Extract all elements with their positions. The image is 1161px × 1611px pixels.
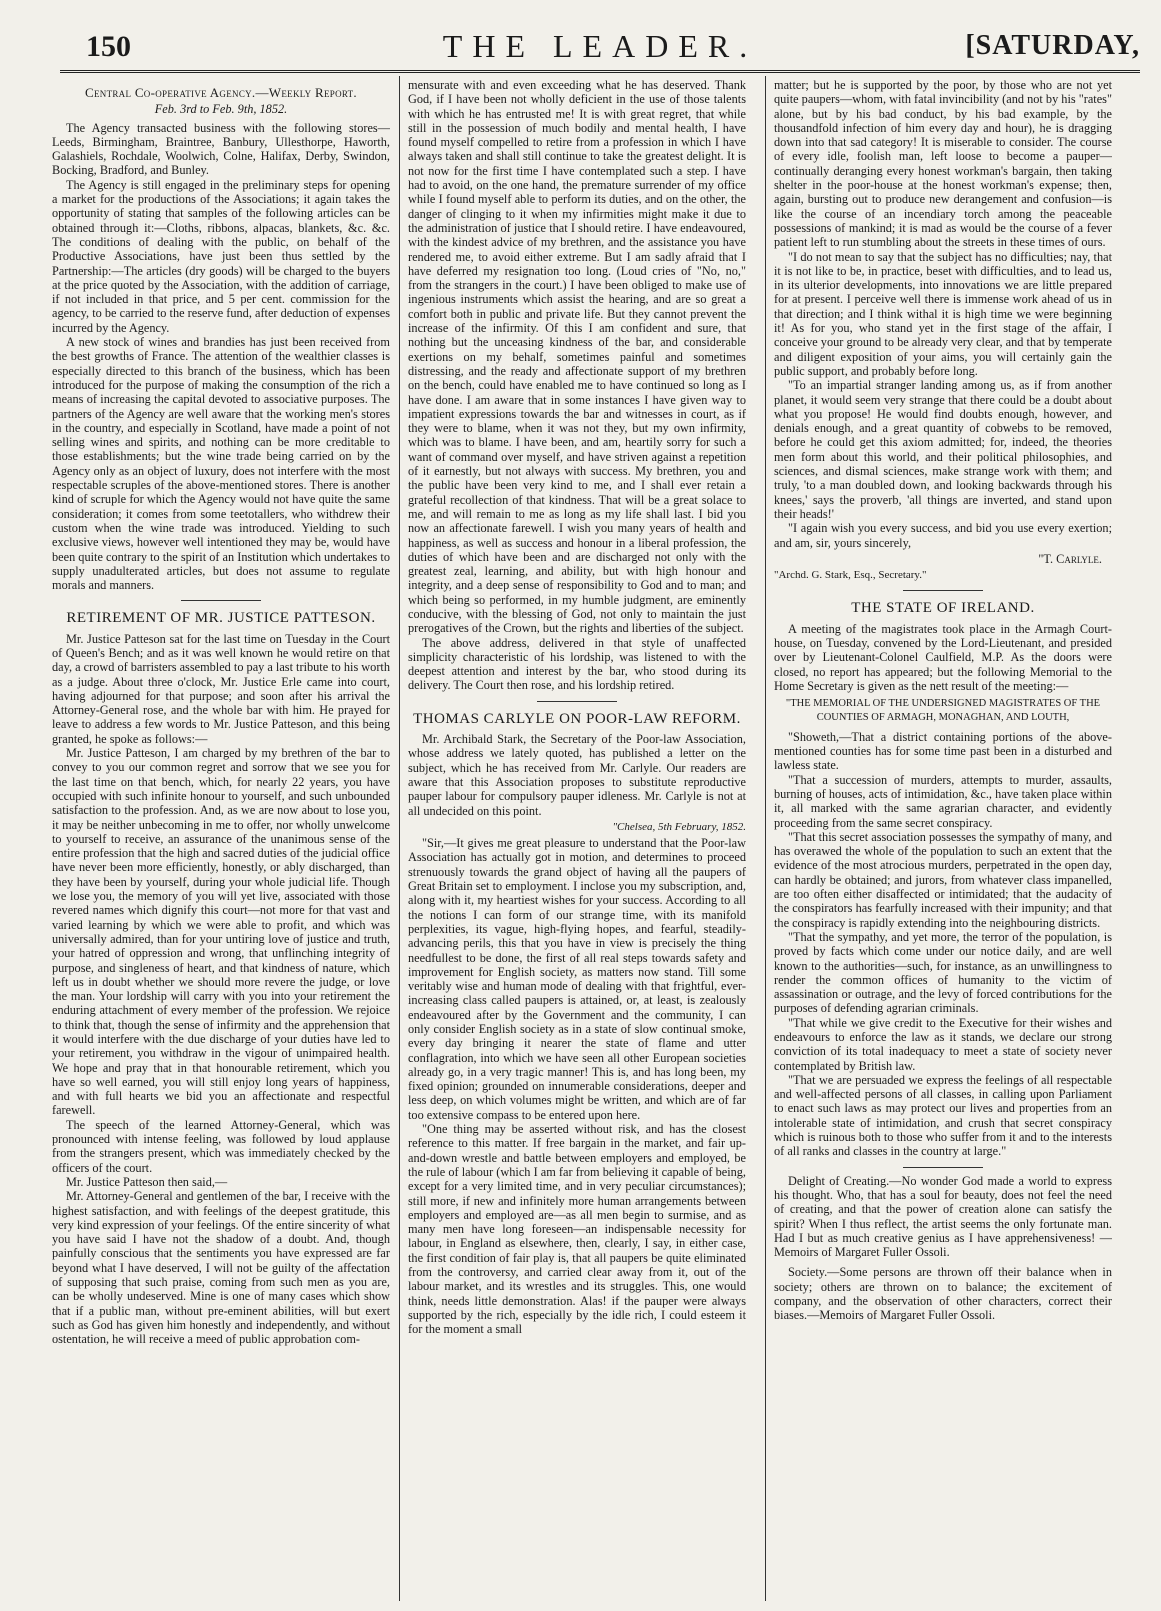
paragraph: "Sir,—It gives me great pleasure to understand that the Poor-law Association has actually got in motion, and determines to proceed strenuously towards the grand object of having all the paupers of Great Britain set to employment. I inclose you my subscription, and, along with it, my heartiest wishes for your success. According to all the notions I can form of our strange time, with its manifold perplexities, its vague, high-flying hopes, and fearful, steadily-advancing perils, this that you have in view is precisely the thing needfullest to be done, the first of all real steps towards safety and improvement for English society, as matters now stand. Till some veritably wise and human mode of dealing with that frightful, ever-increasing class called paupers is attained, or, at least, is zealously endeavoured after by the Government and the community, I can only consider English society as in a state of slow continual smoke, every day bringing it nearer the state of flame and utter conflagration, into which we have seen all other European societies already go, in a very tragic manner! This is, and has long been, my fixed opinion; grounded on innumerable considerations, deeper and less deep, on which volumes might be written, and which are of far too extensive compass to be entered upon here.: [408, 836, 746, 1122]
paragraph: "One thing may be asserted without risk, and has the closest reference to this matter. If free bargain in the market, and fair up-and-down wrestle and battle between employers and employed, be the rule of labour (which I am far from believing it capable of being, except for a very limited time, and in very peculiar circumstances); still more, if new and infinitely more human arrangements between employers and employed are—as all men begin to surmise, and as many men have long foreseen—an indispensable necessity for labour, in England as elsewhere, then, clearly, I say, in either case, the first condition of fair play is, that all paupers be quite eliminated from the controversy, and carried clear away from it, out of the labour market, and its wrestles and its struggles. This, one would think, needs little demonstration. Alas! if the pauper were always supported by the rich, especially by the idle rich, I could esteem it for the moment a small: [408, 1122, 746, 1337]
column-3: [774, 78, 1112, 1598]
paragraph: Mr. Justice Patteson sat for the last time on Tuesday in the Court of Queen's Bench; and as it was well known he would retire on that day, a crowd of barristers assembled to pay a last tribute to his worth as a judge. About three o'clock, Mr. Justice Erle came into court, having adjourned for that purpose; and soon after his arrival the Attorney-General rose, and the whole bar with him. He prayed for leave to address a few words to Mr. Justice Patteson, and this being granted, he spoke as follows:—: [52, 631, 390, 746]
paragraph: mensurate with and even exceeding what he has deserved. Thank God, if I have been not wholly deficient in the use of those talents with which he has entrusted me! It is with great regret, that while still in the possession of much bodily and mental health, I have found myself compelled to retire from a profession in which I have always taken and shall still continue to take the greatest delight. It is not now for the first time I have contemplated such a step. I have had to avoid, on the one hand, the premature surrender of my office while I found myself able to perform its duties, and on the other, the danger of clinging to it when my infirmities might make it due to the administration of justice that I should retire. I have endeavoured, with the kindest advice of my brethren, and the assistance you have rendered me, to avoid either extreme. But I am sadly afraid that I have deferred my resignation too long. (Loud cries of "No, no," from the strangers in the court.) I have been obliged to make use of ingenious instruments which assist the hearing, and are so great a comfort both in public and private life. But they cannot prevent the increase of the infirmity. Of this I am confident and sure, that nothing but the unceasing kindness of the bar, and considerable exertions on my behalf, sometimes painful and sometimes distressing, and the ready and affectionate support of my brethren on the bench, could have enabled me to have continued so long as I have done. I am aware that in some instances I have given way to impatient expressions towards the bar and witnesses in court, as if they were to blame, when it was not they, but my own infirmity, which was to blame. I have been, and am, heartily sorry for such a want of command over myself, and have striven against a repetition of it earnestly, but not always with success. My brethren, you and the public have been very kind to me, and I shall ever retain a grateful recollection of that kindness. That will be a great solace to me, and will remain to me as long as my life shall last. I bid you now an affectionate farewell. I wish you many years of health and happiness, as well as success and honour in a liberal profession, the duties of which have been and are discharged not only with the greatest zeal, learning, and ability, but with high honour and integrity, and a deep sense of responsibility to God and to man; and which being so performed, in my humble judgment, are eminently conducive, with the blessing of God, not only to maintain the just prerogatives of the Crown, but the rights and liberties of the subject.: [408, 78, 746, 636]
page-number: 150: [86, 30, 131, 63]
memorial-heading: "THE MEMORIAL OF THE UNDERSIGNED MAGISTRATES OF THE COUNTIES OF ARMAGH, MONAGHAN, AND LOUTH,: [785, 698, 1101, 724]
paragraph: "That a succession of murders, attempts to murder, assaults, burning of houses, acts of intimidation, &c., have taken place within it, all marked with the same agrarian character, and evidently proceeding from the same secret conspiracy.: [774, 772, 1112, 830]
issue-day: [SATURDAY,: [965, 30, 1140, 61]
paragraph: The Agency is still engaged in the preliminary steps for opening a market for the productions of the Associations; it again takes the opportunity of stating that samples of the following articles can be obtained through it:—Cloths, ribbons, alpacas, blankets, &c. &c. The conditions of dealing with the public, on behalf of the Productive Associations, have just been thus settled by the Partnership:—The articles (dry goods) will be charged to the buyers at the price quoted by the Association, with the addition of carriage, if not included in that price, and 5 per cent. commission for the agency, to be carried to the reserve fund, after deduction of expenses incurred by the Agency.: [52, 177, 390, 335]
paragraph: Mr. Attorney-General and gentlemen of the bar, I receive with the highest satisfaction, and with feelings of the deepest gratitude, this very kind expression of your feelings. Of the entire sincerity of what you have said I have not the shadow of a doubt. And, though painfully conscious that the sentiments you have expressed are far beyond what I have deserved, I will not be guilty of the affectation of supposing that such praise, coming from such men as you are, can be wholly undeserved. Mine is one of many cases which show that if a public man, without pre-eminent abilities, will but exert such as God has given him honestly and independently, and without ostentation, he will receive a meed of public approbation com-: [52, 1189, 390, 1347]
paragraph: "To an impartial stranger landing among us, as if from another planet, it would seem very strange that there could be a doubt about what you propose! He would find doubts enough, however, and denials enough, and a great quantity of cobwebs to be removed, before he could get this axiom admitted; for, indeed, the theories men form about this world, and their political philosophies, and sciences, and dismal sciences, make strange work with them; and truly, 'to a man doubled down, and looking backwards through his knees,' says the proverb, 'all things are inverted, and stand upon their heads!': [774, 378, 1112, 521]
header-rule: [60, 70, 1140, 73]
paragraph: A meeting of the magistrates took place in the Armagh Court-house, on Tuesday, convened by the Lord-Lieutenant, and presided over by Lieutenant-Colonel Caulfield, M.P. As the doors were closed, no report has appeared; but the following Memorial to the Home Secretary is given as the nett result of the meeting:—: [774, 621, 1112, 693]
paragraph: The above address, delivered in that style of unaffected simplicity characteristic of his lordship, was listened to with the deepest attention and interest by the bar, who stood during its delivery. The Court then rose, and his lordship retired.: [408, 635, 746, 693]
letter-date: "Chelsea, 5th February, 1852.: [612, 820, 746, 833]
paragraph: "That the sympathy, and yet more, the terror of the population, is proved by facts which come under our notice daily, and are well known to the authorities—such, for instance, as an unwillingness to render the common offices of humanity to the victim of assassination or outrage, and the levy of forced contributions for the purposes of defending agrarian criminals.: [774, 929, 1112, 1016]
column-1: [52, 78, 390, 1598]
paragraph: "Showeth,—That a district containing portions of the above-mentioned counties has for some time past been in a disturbed and lawless state.: [774, 729, 1112, 773]
article-title-ireland: THE STATE OF IRELAND.: [851, 600, 1035, 617]
paragraph: "That we are persuaded we express the feelings of all respectable and well-affected persons of all classes, in calling upon Parliament to enact such laws as may protect our lives and properties from an intolerable state of intimidation, and crush that secret conspiracy which is ruinous both to those who suffer from it and to the interests of all ranks and classes in the country at large.": [774, 1072, 1112, 1159]
letter-signature: "T. Carlyle.: [1038, 551, 1102, 566]
page-header: [60, 26, 1140, 66]
paragraph: The speech of the learned Attorney-General, which was pronounced with intense feeling, was followed by loud applause from the strangers present, which was immediately checked by the officers of the court.: [52, 1117, 390, 1175]
section-rule: [903, 590, 983, 591]
article-title-coop: Central Co-operative Agency.—Weekly Report.: [85, 85, 357, 100]
article-date: Feb. 3rd to Feb. 9th, 1852.: [154, 102, 288, 117]
paragraph: Delight of Creating.—No wonder God made a world to express his thought. Who, that has a soul for beauty, does not feel the need of creating, and that the power of creation alone can satisfy the spirit? When I thus reflect, the artist seems the only fortunate man. Had I but as much creative genius as I have apprehensiveness! —Memoirs of Margaret Fuller Ossoli.: [774, 1173, 1112, 1260]
paragraph: "I do not mean to say that the subject has no difficulties; nay, that it is not like to be, in practice, beset with difficulties, and to lead us, in its ulterior developments, into innovations we are little prepared for at present. I perceive well there is immense work ahead of us in that direction; and I think withal it is high time we were beginning it! As for you, who stand yet in the first stage of the affair, I conceive your ground to be already very clear, and that by temperate and diligent exposition of your aims, you will certainly gain the public support, and probably before long.: [774, 249, 1112, 378]
masthead-title: THE LEADER.: [442, 28, 758, 64]
column-divider: [399, 76, 400, 1601]
paragraph: The Agency transacted business with the following stores—Leeds, Birmingham, Braintree, Banbury, Ullesthorpe, Haworth, Galashiels, Rochdale, Woolwich, Colne, Halifax, Derby, Swindon, Bocking, Bradford, and Bunley.: [52, 120, 390, 178]
paragraph: matter; but he is supported by the poor, by those who are not yet quite paupers—whom, with fatal invincibility (and not by his "rates" alone, but by his bad conduct, by his bad example, by the thousandfold infection of him every day and hour), he is dragging down into that sad category! It is miserable to consider. The course of every idle, foolish man, left loose to become a pauper—continually deranging every honest workman's bargain, then taking shelter in the poor-house at the honest workman's expense; then, again, bursting out to produce new derangement and confusion—is like the course of an incendiary torch among the peaceable possessions of mankind; it is mad as would be the course of a fever patient left to run stumbling about the streets in these times of ours.: [774, 78, 1112, 250]
paragraph: A new stock of wines and brandies has just been received from the best growths of France. The attention of the wealthier classes is especially directed to this branch of the business, which has been introduced for the purpose of making the consumption of the rich a means of increasing the capital devoted to associative purposes. The partners of the Agency are well aware that the working men's stores in the country, and especially in Scotland, have made a point of not selling wines and spirits, and nothing can be more creditable to those establishments; but the wine trade being carried on by the Agency only as an object of luxury, does not interfere with the most respectable scruples of the above-mentioned stores. There is another kind of scruple for which the Agency would not have quite the same consideration; it comes from some teetotallers, who withdrew their custom when the wine trade was introduced. Yielding to such exclusive views, however well intentioned they may be, would have been quite contrary to the spirit of an Institution which undertakes to supply unadulterated articles, but does not assume to regulate morals and manners.: [52, 335, 390, 593]
paragraph: "That this secret association possesses the sympathy of many, and has overawed the whole of the population to such an extent that the evidence of the most atrocious murders, perpetrated in the open day, can hardly be obtained; and jurors, from whatever class impanelled, are too often either disaffected or intimidated; that the audacity of the conspirators has fearfully increased with their impunity; and that the conspiracy is rapidly extending into the neighbouring districts.: [774, 829, 1112, 930]
article-title-carlyle: THOMAS CARLYLE ON POOR-LAW REFORM.: [413, 710, 741, 727]
article-title-patteson: RETIREMENT OF MR. JUSTICE PATTESON.: [66, 610, 376, 627]
section-rule: [537, 701, 617, 702]
letter-addressee: "Archd. G. Stark, Esq., Secretary.": [774, 569, 927, 582]
section-rule: [181, 600, 261, 601]
column-divider: [765, 76, 766, 1601]
paragraph: "I again wish you every success, and bid you use every exertion; and am, sir, yours sincerely,: [774, 521, 1112, 550]
paragraph: Mr. Archibald Stark, the Secretary of the Poor-law Association, whose address we lately quoted, has published a letter on the subject, which he has received from Mr. Carlyle. Our readers are aware that this Association proposes to substitute reproductive pauper labour for compulsory pauper idleness. Mr. Carlyle is not at all undecided on this point.: [408, 732, 746, 818]
paragraph: Mr. Justice Patteson then said,—: [66, 1174, 228, 1189]
section-rule: [903, 1167, 983, 1168]
paragraph: Society.—Some persons are thrown off their balance when in society; others are thrown on to balance; the excitement of company, and the observation of other characters, correct their biases.—Memoirs of Margaret Fuller Ossoli.: [774, 1265, 1112, 1323]
column-2: [408, 78, 746, 1598]
paragraph: Mr. Justice Patteson, I am charged by my brethren of the bar to convey to you our common regret and sorrow that we see you for the last time on that bench, which, for nearly 22 years, you have occupied with such infinite honour to yourself, and such unbounded satisfaction to the profession. And, as we are now about to lose you, it may be neither unbecoming in me to offer, nor wholly unwelcome to yourself to receive, an assurance of the unanimous sense of the entire profession that the high and sacred duties of the judicial office have never been more efficiently, honestly, or ably discharged, than they have been by yourself, during your whole judicial life. Though we lose you, the memory of you will yet live, associated with those revered names which dignify this court—not more for that vast and varied learning by which we were able to profit, and which was universally admired, than for your untiring love of justice and truth, your hatred of oppression and wrong, that unflinching integrity of purpose, and singleness of heart, and that kindness of nature, which left us in doubt whether we should more revere the judge, or love the man. Your lordship will carry with you into your retirement the enduring attachment of every member of the profession. We rejoice to think that, though the sense of infirmity and the apprehension that it would interfere with the due discharge of your duties have led to your retirement, you withdraw in the vigour of unimpaired health. We hope and pray that in that honourable retirement, which you have so well earned, you will still enjoy long years of happiness, and with full hearts we bid you an affectionate and respectful farewell.: [52, 746, 390, 1118]
paragraph: "That while we give credit to the Executive for their wishes and endeavours to enforce the law as it stands, we declare our strong conviction of its total inadequacy to meet a state of society never contemplated by British law.: [774, 1015, 1112, 1073]
